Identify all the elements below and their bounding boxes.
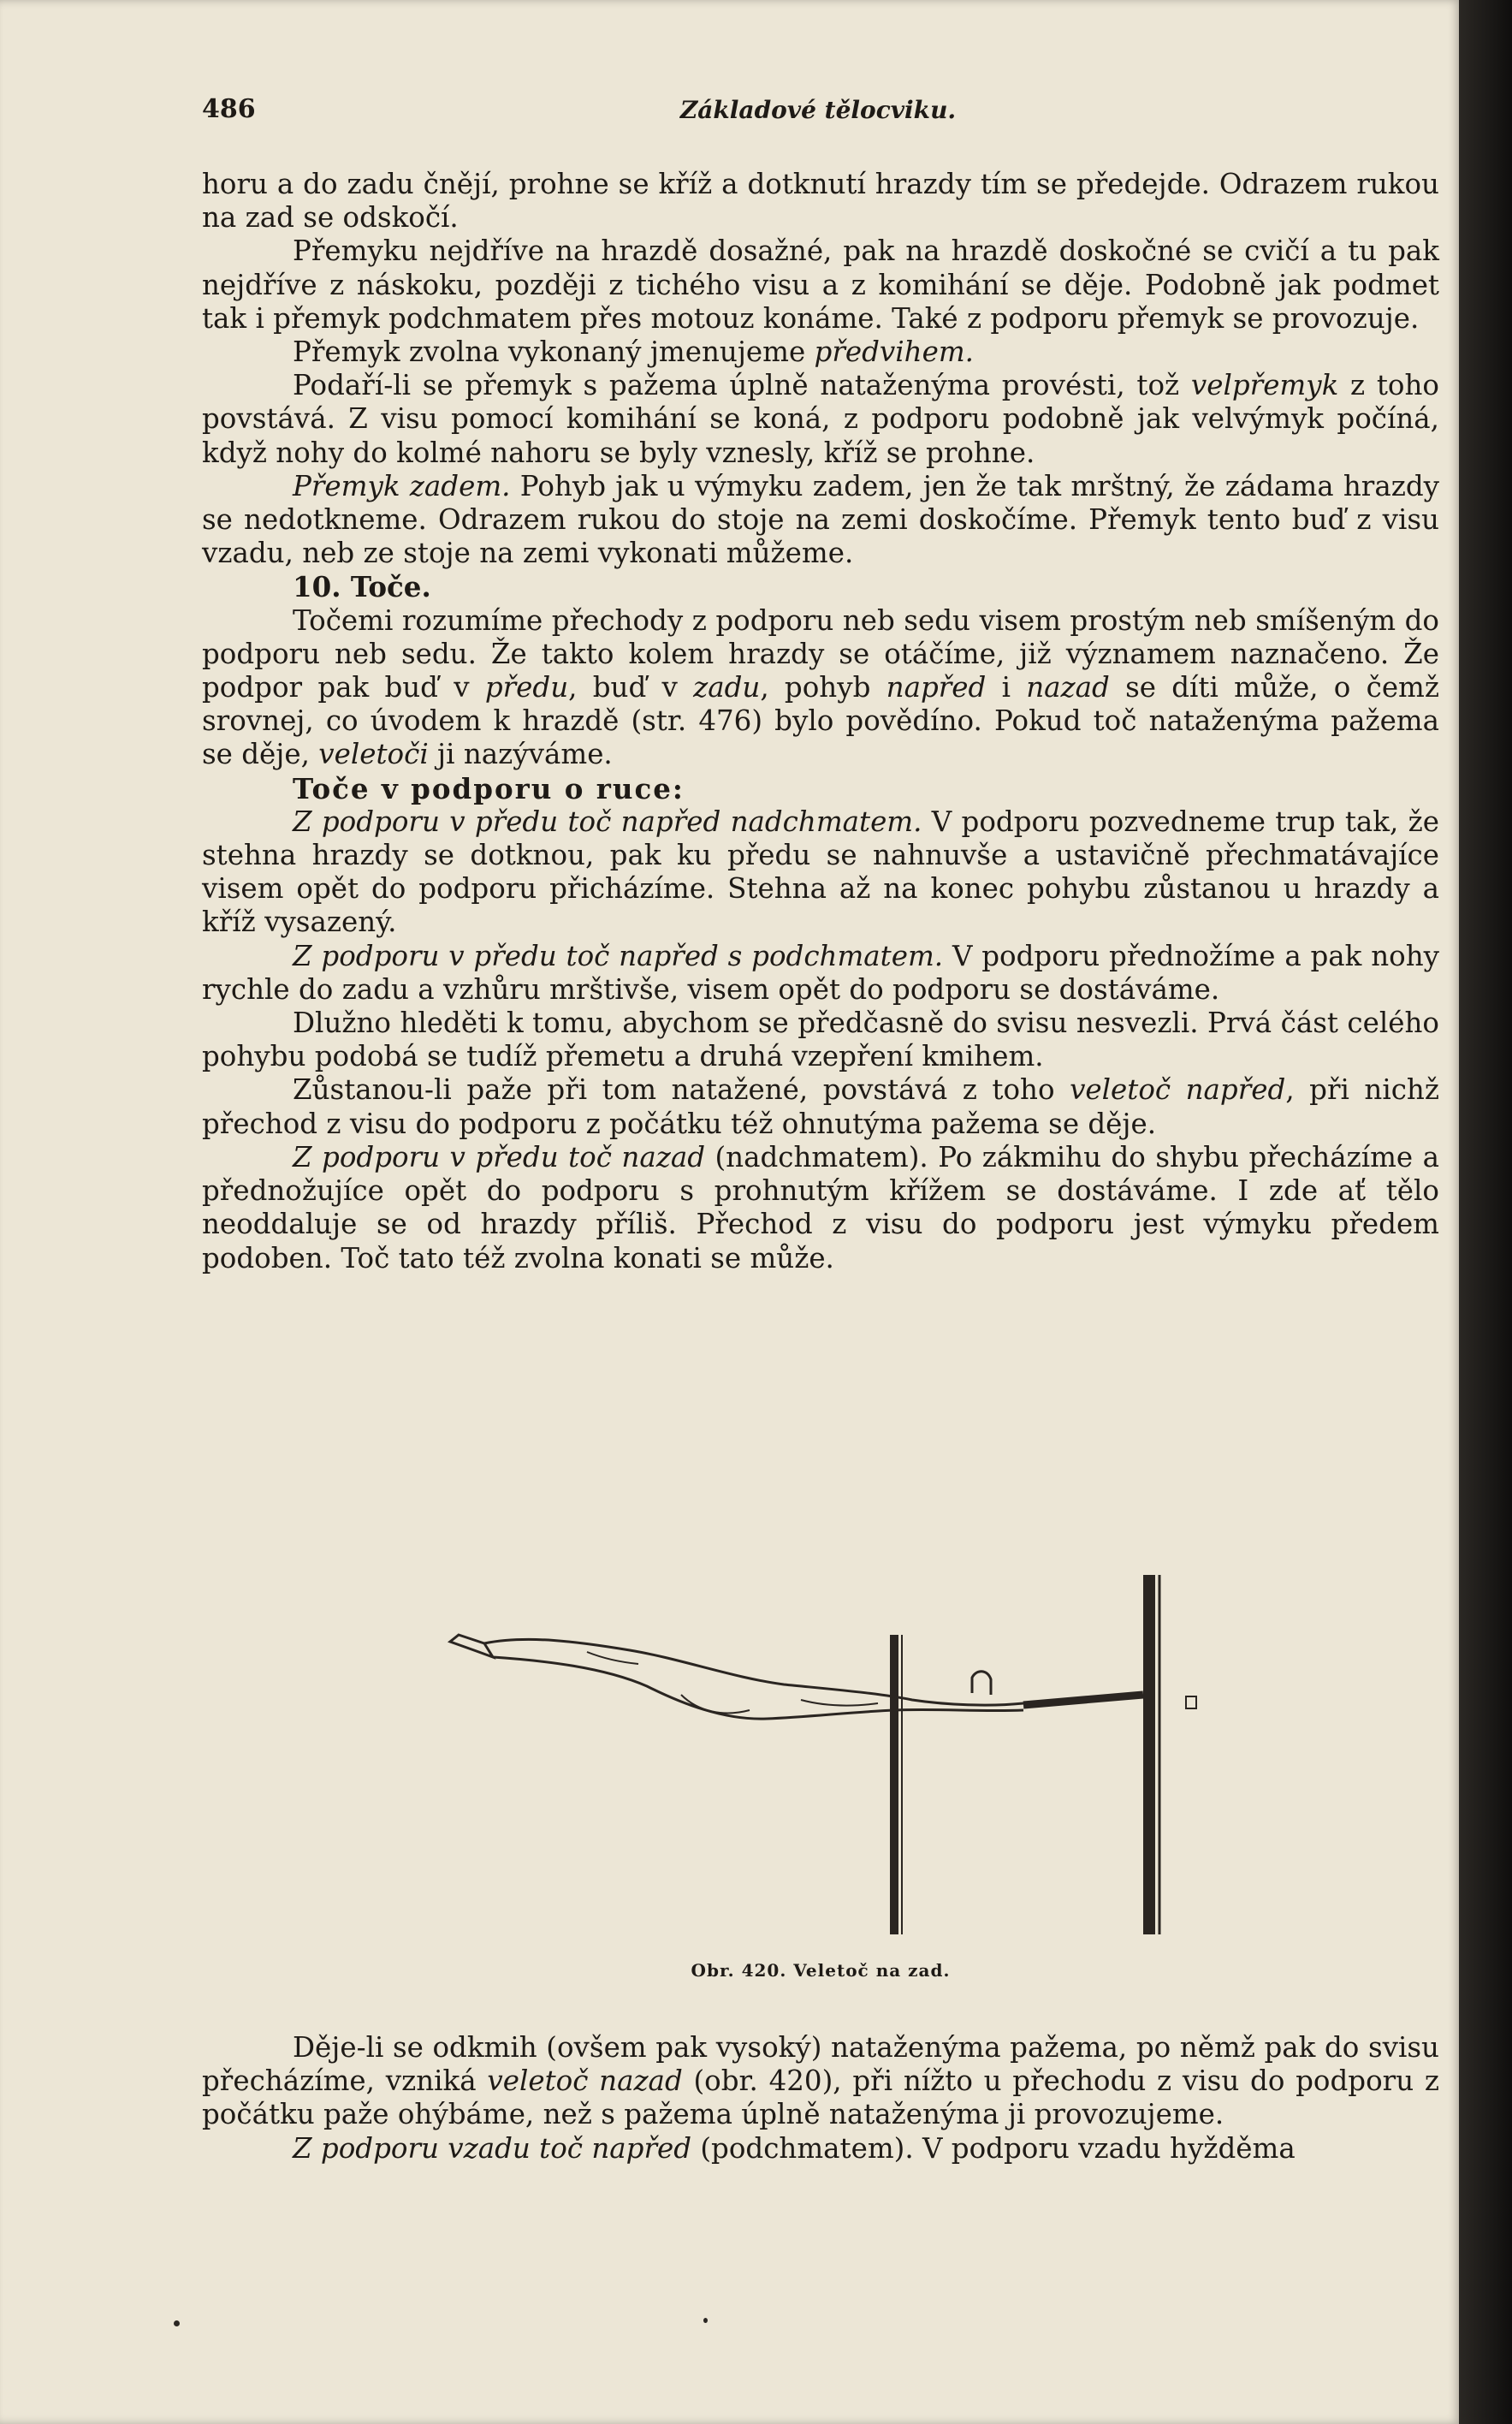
paragraph-text: Pohyb jak u výmyku zadem, jen že tak mrštný, že zádama hrazdy se nedotkneme. Odrazem rukou do stoje na zemi doskočíme. Přemyk tento buď z visu vzadu, neb ze stoje na zemi vykonati můžeme. [202,469,1439,570]
figure-caption: Obr. 420. Veletoč na zad. [691,1960,951,1981]
paragraph [202,2132,1439,2166]
term: Z podporu v předu toč napřed nadchmatem. [293,805,922,838]
gymnast-head [972,1672,991,1695]
term: Z podporu v předu toč napřed s podchmatem. [293,939,944,972]
page-number: 486 [202,94,256,124]
paragraph [202,470,1439,571]
paragraph-text: (podchmatem). V podporu vzadu hyžděma [691,2131,1296,2165]
main-text [202,168,1439,1275]
paper-speck [174,2320,180,2326]
paragraph-text: z toho povstává. Z visu pomocí komihání se koná, z podporu podobně jak velvýmyk počíná, když nohy do kolmé nahoru se byly vznesly, kříž se prohne. [202,369,1439,469]
paragraph-text: V podporu pozvedneme trup tak, že stehna hrazdy se dotknou, pak ku předu se nahnuvše a ustavičně přechmatávajíce visem opět do podporu přicházíme. Stehna až na konec pohybu zůstanou u hrazdy a kříž vysazený. [202,805,1439,939]
gymnast-body-top [484,1639,1023,1705]
paragraph-text: Děje-li se odkmih (ovšem pak vysoký) nataženýma pažema, po němž pak do svisu přecházíme, vzniká [202,2031,1439,2098]
paragraph-text: (obr. 420), při nížto u přechodu z visu do podporu z počátku paže ohýbáme, než s pažema úplně nataženýma ji provozujeme. [202,2065,1439,2131]
paragraph [202,369,1439,470]
paragraph-text: Točemi rozumíme přechody z podporu neb sedu visem prostým neb smíšeným do podporu neb sedu. Že takto kolem hrazdy se otáčíme, již významem naznačeno. Že podpor pak buď v [202,603,1439,704]
section-heading [202,570,1439,603]
term: veletoč napřed [1070,1073,1286,1107]
paragraph-text: Zůstanou-li paže při tom natažené, povstává z toho [293,1073,1070,1107]
paragraph [202,604,1439,772]
scan-edge [1459,0,1512,2424]
paragraph [202,1007,1439,1073]
term: Z podporu v předu toč nazad [293,1140,706,1173]
term: zadu [693,671,761,704]
paragraph [202,940,1439,1007]
paragraph-text: Podaří-li se přemyk s pažema úplně nataženýma provésti, tož [293,369,1191,402]
horizontal-bar [1023,1695,1143,1705]
muscle-detail [681,1695,750,1713]
term: Z podporu vzadu toč napřed [293,2131,692,2165]
paper-speck [703,2318,708,2323]
paragraph-text: V podporu přednožíme a pak nohy rychle do zadu a vzhůru mrštivše, visem opět do podporu se dostáváme. [202,939,1439,1006]
paragraph-text: , při nichž přechod z visu do podporu z počátku též ohnutýma pažema se děje. [202,1073,1439,1140]
paragraph [202,336,1439,369]
running-title: Základové tělocviku. [679,96,957,124]
figure-420 [202,1549,1439,2003]
paragraph-text: (nadchmatem). Po zákmihu do shybu přecházíme a přednožujíce opět do podporu s prohnutým křížem se dostáváme. I zde ať tělo neoddaluje se od hrazdy příliš. Přechod z visu do podporu jest výmyku předem podoben. Toč tato též zvolna konati se může. [202,1140,1439,1274]
section-title: Toče. [350,570,431,604]
bar-socket [1186,1696,1196,1708]
paragraph-text: , pohyb [760,671,886,704]
section-number: 10. [293,570,341,604]
upright-post [1143,1575,1155,1934]
muscle-detail [587,1652,638,1664]
term: velpřemyk [1190,369,1339,402]
muscle-detail [801,1700,878,1706]
gymnast-feet [450,1635,493,1657]
paragraph-text: Přemyk zvolna vykonaný jmenujeme [293,336,815,369]
paragraph [202,235,1439,336]
gymnast-body-bottom [493,1657,1023,1719]
paragraph-text: ji nazýváme. [428,738,613,771]
paragraph-text: Přemyku nejdříve na hrazdě dosažné, pak na hrazdě doskočné se cvičí a tu pak nejdříve z náskoku, později z tichého visu a z komihání se děje. Podobně jak podmet tak i přemyk podchmatem přes motouz konáme. Také z podporu přemyk se provozuje. [202,235,1439,335]
term: nazad [1026,671,1110,704]
term: předu [484,671,569,704]
term: napřed [886,671,987,704]
second-upright [890,1635,898,1934]
paragraph [202,1073,1439,1140]
paragraph [202,1141,1439,1275]
paragraph-text: , buď v [568,671,694,704]
term: Přemyk zadem. [293,469,511,502]
paragraph-text: se díti může, o čemž srovnej, co úvodem k hrazdě (str. 476) bylo povědíno. Pokud toč nataženýma pažema se děje, [202,671,1439,771]
paragraph [202,168,1439,235]
paragraph [202,805,1439,940]
gymnast-illustration [202,1549,1439,1952]
term: veletoči [318,738,429,771]
term: předvihem. [814,336,974,369]
paragraph [202,2031,1439,2132]
subheading: Toče v podporu o ruce: [293,771,685,805]
page-header [202,91,1434,139]
paragraph-text: horu a do zadu čnějí, prohne se kříž a dotknutí hrazdy tím se předejde. Odrazem rukou na zad se odskočí. [202,168,1439,235]
paragraph-text: i [986,671,1027,704]
term: veletoč nazad [487,2065,683,2098]
paragraph-text: Dlužno hleděti k tomu, abychom se předčasně do svisu nesvezli. Prvá část celého pohybu podobá se tudíž přemetu a druhá vzepření kmihem. [202,1007,1439,1073]
bottom-text [202,2031,1439,2166]
